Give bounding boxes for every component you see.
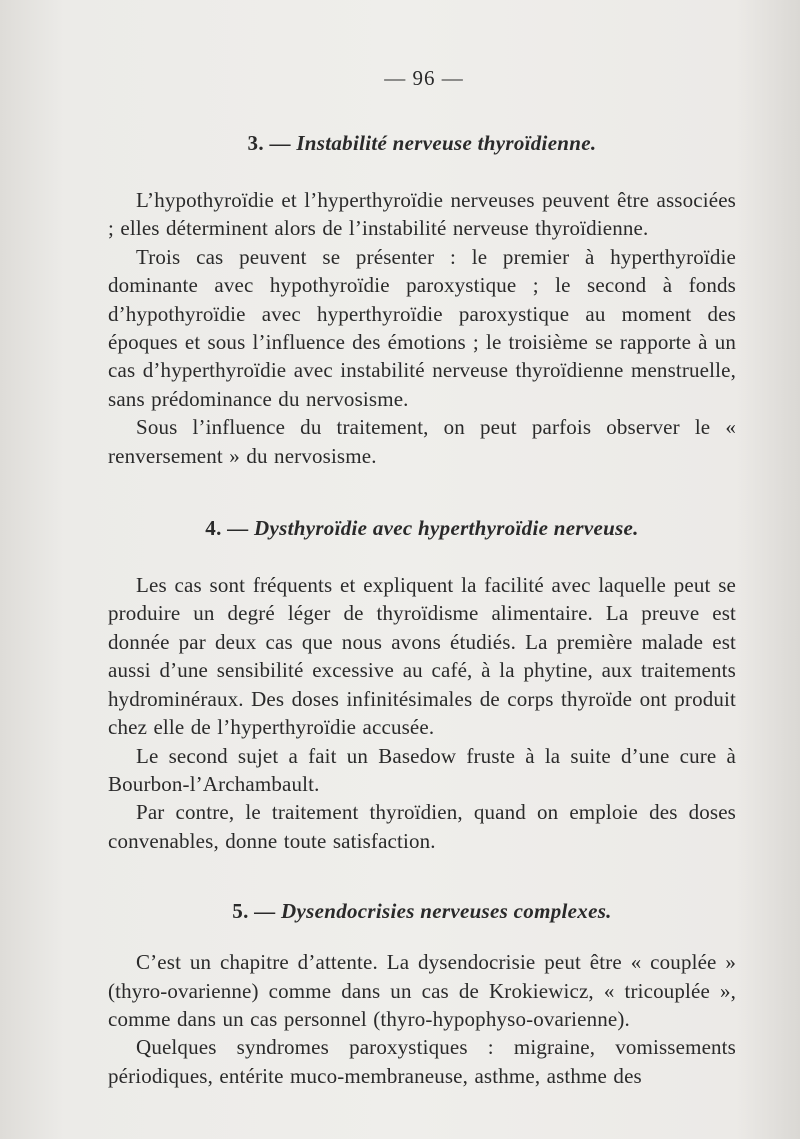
section-4 xyxy=(108,516,736,855)
section-number: 5. — xyxy=(232,899,276,924)
paragraph: Par contre, le traitement thyroïdien, quand on emploie des doses convenables, donne toute satisfaction. xyxy=(108,800,736,853)
paragraph: Trois cas peuvent se présenter : le premier à hyperthyroïdie dominante avec hypothyroïdie paroxystique ; le second à fonds d’hypothyroïdie avec hyperthyroïdie paroxystique au moment des époques et sous l’influence des émotions ; le troisième se rapporte à un cas d’hyperthyroïdie avec instabilité nerveuse thyroïdienne menstruelle, sans prédominance du nervosisme. xyxy=(108,244,736,411)
paragraph: Les cas sont fréquents et expliquent la facilité avec laquelle peut se produire un degré léger de thyroïdisme alimentaire. La preuve est donnée par deux cas que nous avons étudiés. La première malade est aussi d’une sensibilité excessive au café, à la phytine, aux traitements hydrominéraux. Des doses infinitésimales de corps thyroïde ont produit chez elle de l’hyperthyroïdie accusée. xyxy=(108,573,736,740)
section-number: 3. — xyxy=(247,131,291,155)
section-title: Dysendocrisies nerveuses complexes. xyxy=(281,899,612,924)
section-title: Instabilité nerveuse thyroïdienne. xyxy=(296,131,597,155)
paragraph: Le second sujet a fait un Basedow fruste à la suite d’une cure à Bourbon-l’Archambault. xyxy=(108,743,736,796)
paragraph: L’hypothyroïdie et l’hyperthyroïdie nerveuses peuvent être associées ; elles déterminent alors de l’instabilité nerveuse thyroïdienne. xyxy=(108,188,736,241)
paragraph: Sous l’influence du traitement, on peut parfois observer le « renversement » du nervosisme. xyxy=(108,415,736,468)
section-title: Dysthyroïdie avec hyperthyroïdie nerveuse. xyxy=(254,516,639,541)
section-3 xyxy=(108,131,736,470)
section-number: 4. — xyxy=(205,516,249,541)
page-number: — 96 — xyxy=(384,66,464,90)
section-heading xyxy=(108,131,736,156)
section-5 xyxy=(108,899,736,1090)
paragraph: C’est un chapitre d’attente. La dysendocrisie peut être « couplée » (thyro-ovarienne) comme dans un cas de Krokiewicz, « tricouplée », comme dans un cas personnel (thyro-hypophyso-ovarienne). xyxy=(108,950,736,1031)
paragraph: Quelques syndromes paroxystiques : migraine, vomissements périodiques, entérite muco-membraneuse, asthme, asthme des xyxy=(108,1035,736,1088)
section-heading xyxy=(108,899,736,924)
section-heading xyxy=(108,516,736,541)
